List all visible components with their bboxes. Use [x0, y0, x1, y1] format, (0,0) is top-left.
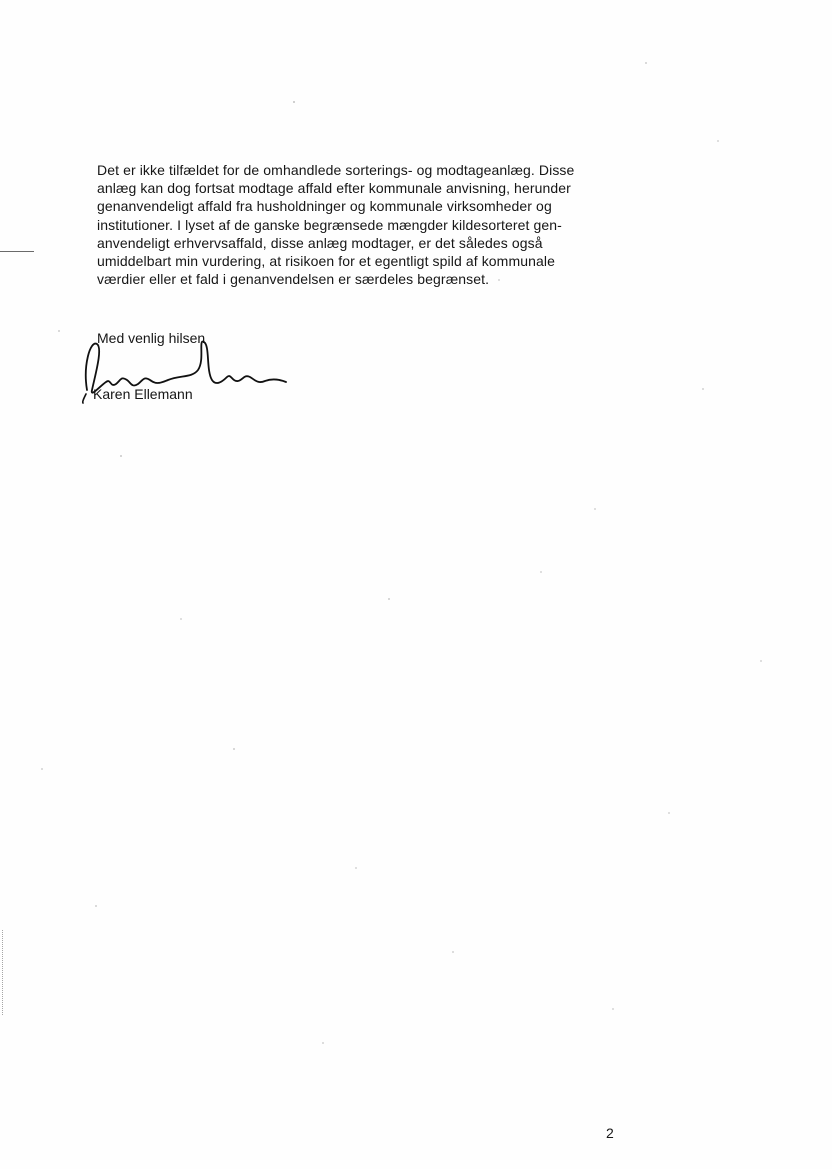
scan-noise [0, 0, 2, 2]
closing-salutation: Med venlig hilsen [97, 330, 206, 346]
body-line: værdier eller et fald i genanvendelsen er særdeles begrænset. [97, 271, 490, 288]
page-number: 2 [606, 1125, 614, 1141]
body-line: genanvendeligt affald fra husholdninger og kommunale virksomheder og [97, 198, 552, 215]
left-margin-dots [2, 930, 3, 1015]
body-line: anlæg kan dog fortsat modtage affald efter kommunale anvisning, herunder [97, 180, 571, 197]
left-margin-mark [0, 251, 34, 252]
body-line: umiddelbart min vurdering, at risikoen for et egentligt spild af kommunale [97, 253, 555, 270]
letter-body [97, 161, 642, 288]
body-line: institutioner. I lyset af de ganske begrænsede mængder kildesorteret gen- [97, 216, 562, 233]
signer-name: Karen Ellemann [93, 386, 193, 402]
body-line: Det er ikke tilfældet for de omhandlede sorterings- og modtageanlæg. Disse [97, 162, 575, 178]
body-line: anvendeligt erhvervsaffald, disse anlæg modtager, er det således også [97, 234, 543, 251]
